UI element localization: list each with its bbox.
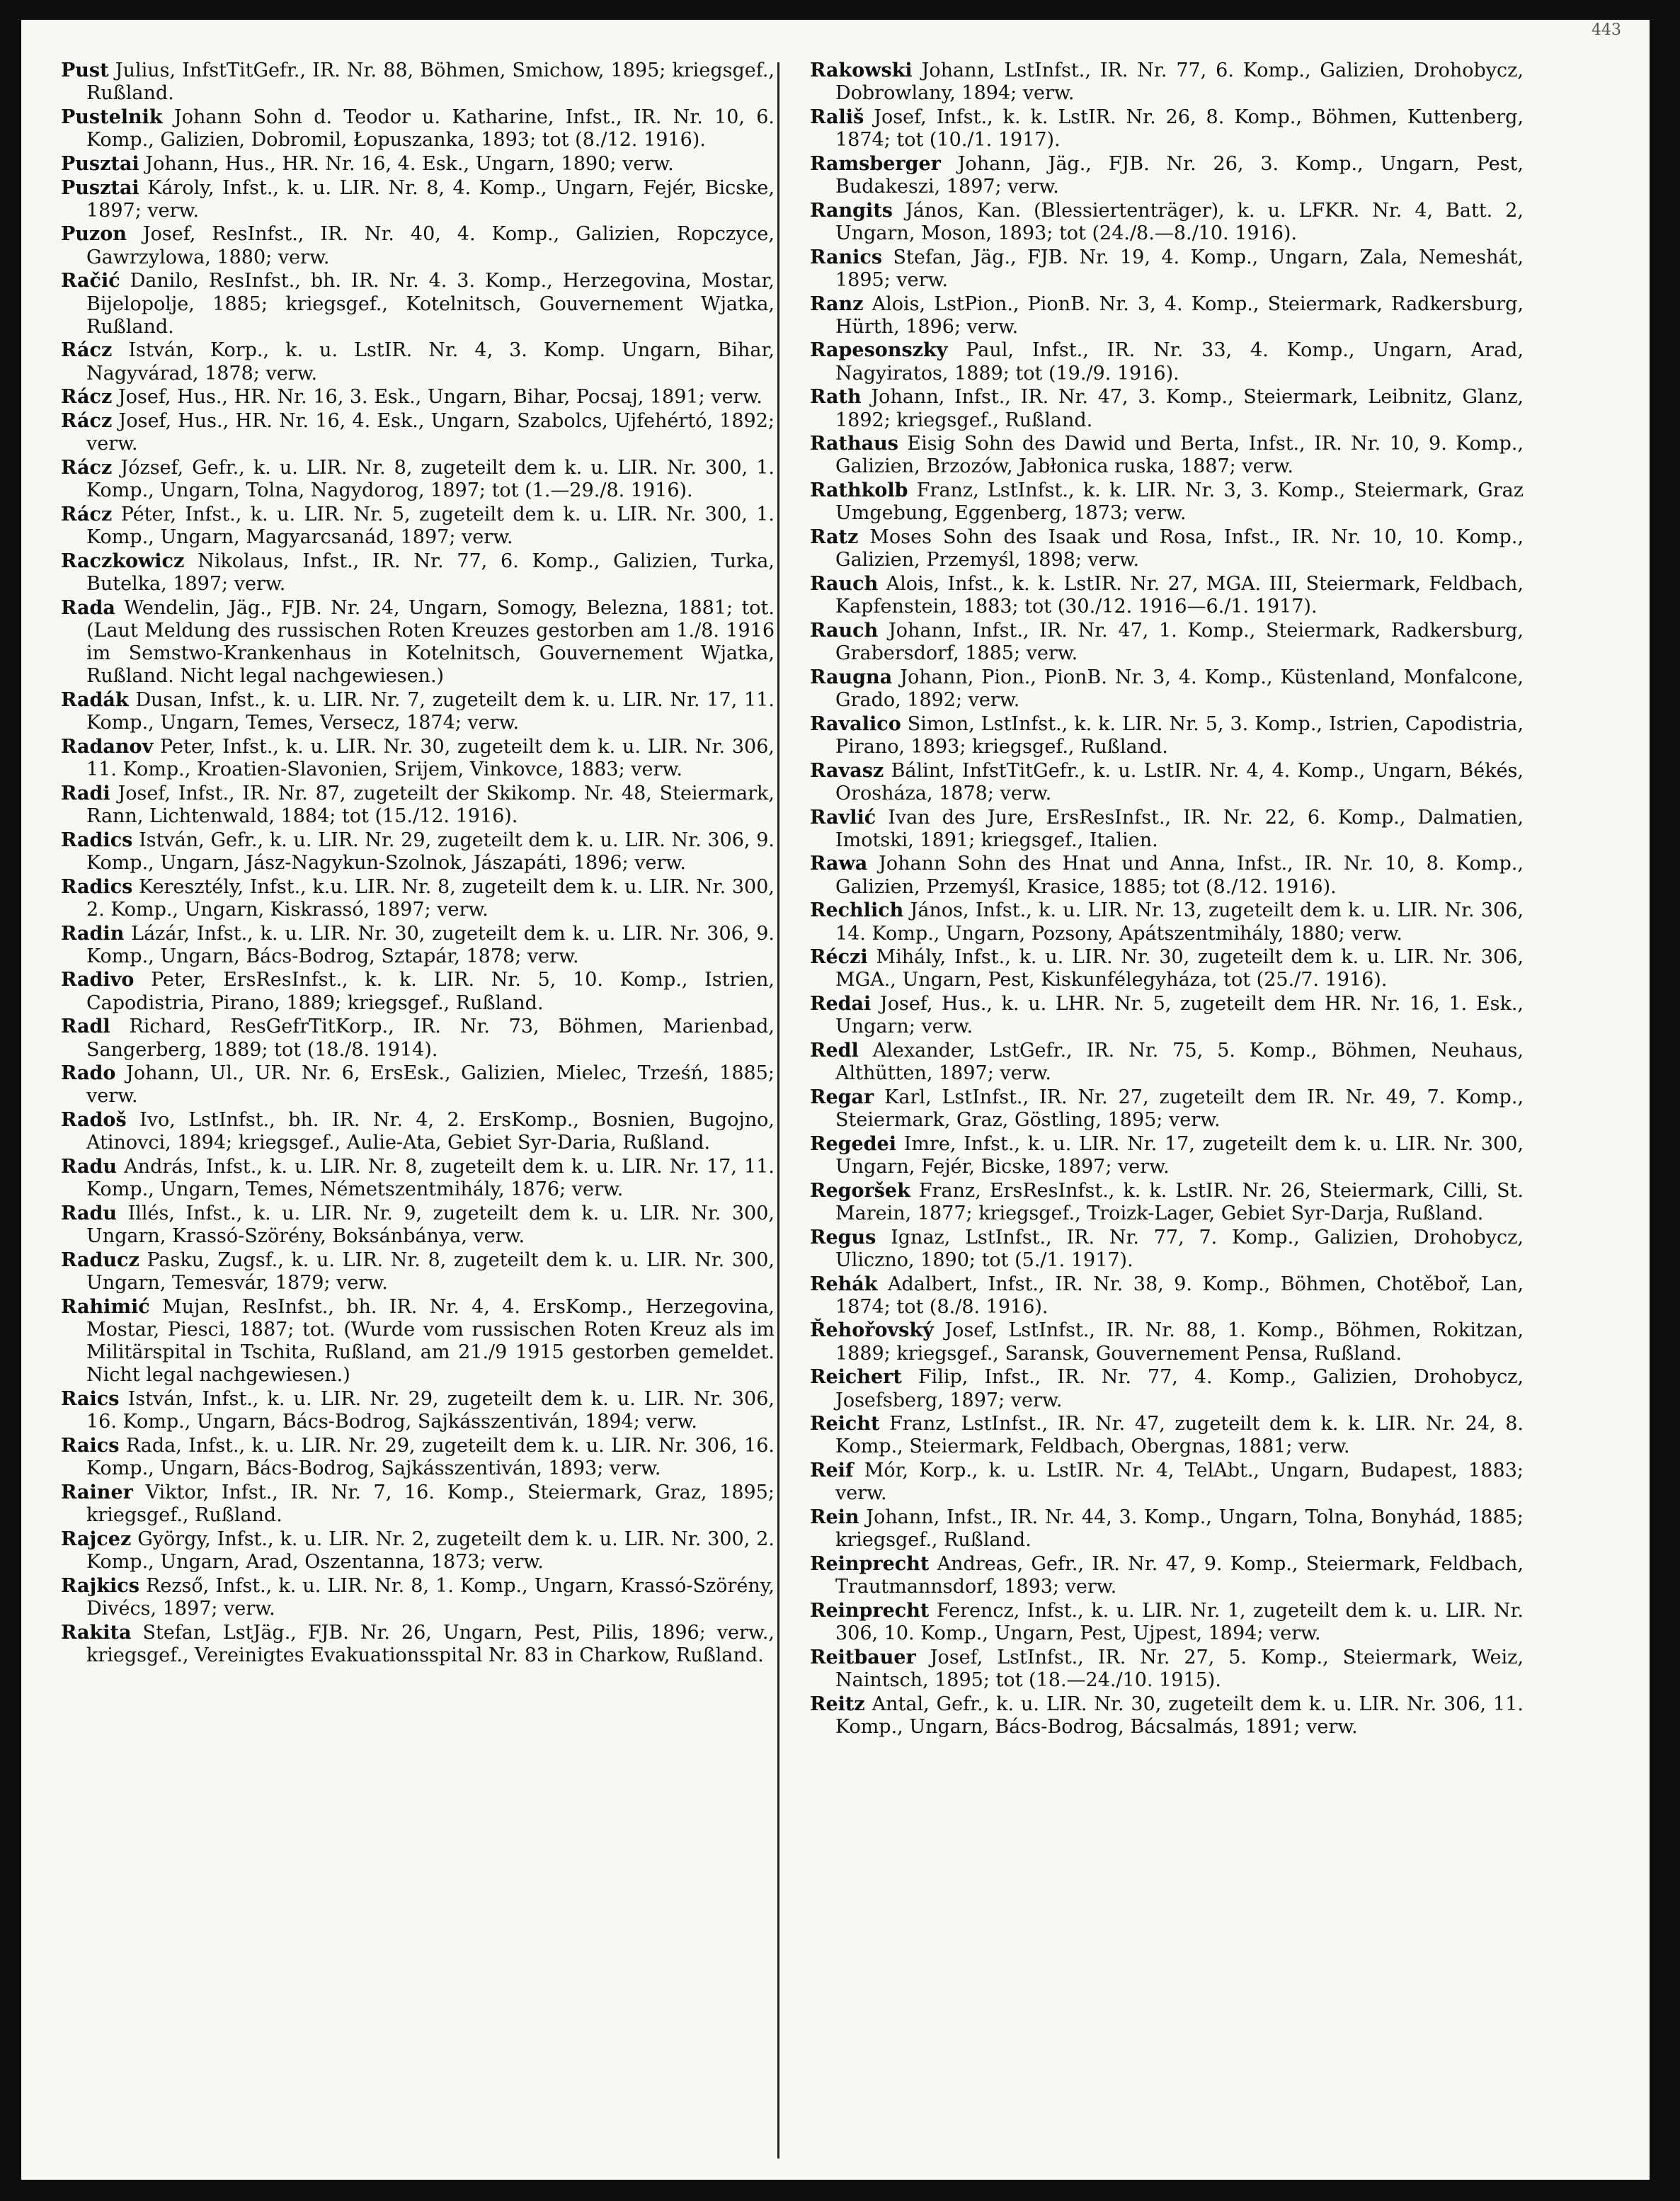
entry-surname: Radák <box>61 688 129 711</box>
entry-surname: Rauch <box>810 619 879 642</box>
page-number: 443 <box>1592 21 1621 39</box>
entry-surname: Pust <box>61 59 109 81</box>
register-entry <box>61 457 775 502</box>
register-entry <box>61 59 775 105</box>
entry-details: Rada, Infst., k. u. LIR. Nr. 29, zugeteilt dem k. u. LIR. Nr. 306, 16. Komp., Ungarn, Bács-Bodrog, Sajkásszentiván, 1893; verw. <box>86 1434 775 1480</box>
entry-surname: Rada <box>61 596 115 619</box>
entry-details: Peter, Infst., k. u. LIR. Nr. 30, zugeteilt dem k. u. LIR. Nr. 306, 11. Komp., Kroatien-Slavonien, Srijem, Vinkovce, 1883; verw. <box>86 735 775 781</box>
entry-details: Keresztély, Infst., k.u. LIR. Nr. 8, zugeteilt dem k. u. LIR. Nr. 300, 2. Komp., Ungarn, Kiskrassó, 1897; verw. <box>86 875 775 921</box>
entry-surname: Rauch <box>810 572 879 595</box>
column-divider <box>777 62 779 2159</box>
entry-surname: Regar <box>810 1086 874 1108</box>
entry-surname: Ranz <box>810 292 864 315</box>
entry-surname: Reichert <box>810 1366 902 1389</box>
entry-details: Josef, LstInfst., IR. Nr. 27, 5. Komp., Steiermark, Weiz, Naintsch, 1895; tot (18.—24./10. 1915). <box>835 1646 1524 1692</box>
register-entry <box>810 386 1524 431</box>
entry-details: Johann, Ul., UR. Nr. 6, ErsEsk., Galizien, Mielec, Trześń, 1885; verw. <box>86 1062 775 1108</box>
entry-details: Josef, ResInfst., IR. Nr. 40, 4. Komp., Galizien, Ropczyce, Gawrzylowa, 1880; verw. <box>86 223 775 268</box>
register-entry <box>810 1506 1524 1552</box>
register-entry <box>810 853 1524 898</box>
register-entry <box>810 479 1524 525</box>
entry-surname: Rangits <box>810 199 893 222</box>
entry-surname: Ravasz <box>810 759 884 782</box>
entry-surname: Rácz <box>61 410 113 433</box>
entry-surname: Ravlić <box>810 806 876 829</box>
entry-details: Franz, ErsResInfst., k. k. LstIR. Nr. 26, Steiermark, Cilli, St. Marein, 1877; kriegsgef., Troizk-Lager, Gebiet Syr-Darja, Rußland. <box>835 1179 1524 1224</box>
entry-surname: Redl <box>810 1040 859 1062</box>
entry-details: Danilo, ResInfst., bh. IR. Nr. 4. 3. Komp., Herzegovina, Mostar, Bijelopolje, 1885; kriegsgef., Kotelnitsch, Gouvernement Wjatka, Rußland. <box>86 270 775 338</box>
entry-surname: Ramsberger <box>810 152 941 175</box>
entry-surname: Rawa <box>810 853 868 875</box>
register-entry <box>61 1156 775 1201</box>
entry-details: István, Korp., k. u. LstIR. Nr. 4, 3. Komp. Ungarn, Bihar, Nagyvárad, 1878; verw. <box>86 339 775 385</box>
entry-details: Johann, Infst., IR. Nr. 44, 3. Komp., Ungarn, Tolna, Bonyhád, 1885; kriegsgef., Rußland. <box>835 1506 1524 1552</box>
register-entry <box>810 1086 1524 1132</box>
entry-details: Paul, Infst., IR. Nr. 33, 4. Komp., Ungarn, Arad, Nagyiratos, 1889; tot (19./9. 1916). <box>835 339 1524 385</box>
register-entry <box>61 1202 775 1248</box>
entry-details: Karl, LstInfst., IR. Nr. 27, zugeteilt dem IR. Nr. 49, 7. Komp., Steiermark, Graz, Göstling, 1895; verw. <box>835 1086 1524 1132</box>
document-page <box>21 20 1650 2180</box>
register-entry <box>810 153 1524 198</box>
register-entry <box>810 573 1524 618</box>
entry-surname: Rajkics <box>61 1574 139 1597</box>
entry-surname: Radics <box>61 829 133 851</box>
entry-details: Illés, Infst., k. u. LIR. Nr. 9, zugeteilt dem k. u. LIR. Nr. 300, Ungarn, Krassó-Szörény, Boksánbánya, verw. <box>86 1202 775 1248</box>
register-entry <box>810 807 1524 852</box>
entry-details: Stefan, LstJäg., FJB. Nr. 26, Ungarn, Pest, Pilis, 1896; verw., kriegsgef., Vereinigtes Evakuationsspital Nr. 83 in Charkow, Rußland. <box>86 1621 775 1666</box>
entry-details: András, Infst., k. u. LIR. Nr. 8, zugeteilt dem k. u. LIR. Nr. 17, 11. Komp., Ungarn, Temes, Németszentmihály, 1876; verw. <box>86 1156 775 1201</box>
entry-details: Johann, Pion., PionB. Nr. 3, 4. Komp., Küstenland, Monfalcone, Grado, 1892; verw. <box>835 666 1524 711</box>
entry-surname: Raics <box>61 1434 120 1457</box>
register-entry <box>810 1366 1524 1411</box>
register-entry <box>810 200 1524 245</box>
register-entry <box>810 620 1524 665</box>
entry-details: Nikolaus, Infst., IR. Nr. 77, 6. Komp., Galizien, Turka, Butelka, 1897; verw. <box>86 550 775 595</box>
entry-surname: Rehák <box>810 1273 878 1295</box>
entry-details: Wendelin, Jäg., FJB. Nr. 24, Ungarn, Somogy, Belezna, 1881; tot. (Laut Meldung des russischen Roten Kreuzes gestorben am 1./8. 1916 im Semstwo-Krankenhaus in Kotelnitsch, Gouvernement Wjatka, Rußland. Nicht legal nachgewiesen.) <box>86 596 775 688</box>
entry-surname: Regus <box>810 1226 876 1249</box>
entry-surname: Rainer <box>61 1481 133 1503</box>
register-entry <box>810 899 1524 945</box>
register-entry <box>61 1575 775 1620</box>
entry-surname: Rácz <box>61 503 113 525</box>
register-entry <box>810 433 1524 478</box>
register-entry <box>61 270 775 339</box>
entry-details: Johann Sohn des Hnat und Anna, Infst., IR. Nr. 10, 8. Komp., Galizien, Przemyśl, Krasice, 1885; tot (8./12. 1916). <box>835 853 1524 898</box>
entry-details: Josef, Hus., k. u. LHR. Nr. 5, zugeteilt dem HR. Nr. 16, 1. Esk., Ungarn; verw. <box>835 993 1524 1038</box>
entry-surname: Rakita <box>61 1621 132 1644</box>
entry-surname: Rahimić <box>61 1295 150 1318</box>
entry-details: Alexander, LstGefr., IR. Nr. 75, 5. Komp., Böhmen, Neuhaus, Althütten, 1897; verw. <box>835 1040 1524 1085</box>
entry-surname: Reicht <box>810 1413 880 1435</box>
register-entry <box>810 293 1524 339</box>
entry-details: Pasku, Zugsf., k. u. LIR. Nr. 8, zugeteilt dem k. u. LIR. Nr. 300, Ungarn, Temesvár, 1879; verw. <box>86 1249 775 1295</box>
register-entry <box>61 1016 775 1061</box>
register-entry <box>61 410 775 455</box>
entry-details: Péter, Infst., k. u. LIR. Nr. 5, zugeteilt dem k. u. LIR. Nr. 300, 1. Komp., Ungarn, Magyarcsanád, 1897; verw. <box>86 503 775 549</box>
entry-details: Mór, Korp., k. u. LstIR. Nr. 4, TelAbt., Ungarn, Budapest, 1883; verw. <box>835 1460 1524 1505</box>
entry-surname: Reif <box>810 1460 854 1482</box>
entry-details: Eisig Sohn des Dawid und Berta, Infst., IR. Nr. 10, 9. Komp., Galizien, Brzozów, Jabłonica ruska, 1887; verw. <box>835 433 1524 478</box>
entry-surname: Račić <box>61 270 120 292</box>
entry-details: Antal, Gefr., k. u. LIR. Nr. 30, zugeteilt dem k. u. LIR. Nr. 306, 11. Komp., Ungarn, Bács-Bodrog, Bácsalmás, 1891; verw. <box>835 1693 1524 1738</box>
entry-surname: Rajcez <box>61 1528 132 1550</box>
register-entry <box>810 246 1524 292</box>
entry-details: Peter, ErsResInfst., k. k. LIR. Nr. 5, 10. Komp., Istrien, Capodistria, Pirano, 1889; kriegsgef., Rußland. <box>86 969 775 1014</box>
register-entry <box>61 1622 775 1667</box>
entry-details: Ivo, LstInfst., bh. IR. Nr. 4, 2. ErsKomp., Bosnien, Bugojno, Atinovci, 1894; kriegsgef., Aulie-Ata, Gebiet Syr-Daria, Rußland. <box>86 1109 775 1154</box>
entry-surname: Puzon <box>61 223 127 246</box>
entry-surname: Rácz <box>61 339 113 362</box>
register-entry <box>61 153 775 176</box>
register-entry <box>61 106 775 152</box>
entry-details: Lázár, Infst., k. u. LIR. Nr. 30, zugeteilt dem k. u. LIR. Nr. 306, 9. Komp., Ungarn, Bács-Bodrog, Sztapár, 1878; verw. <box>86 922 775 967</box>
register-entry <box>61 177 775 222</box>
entry-details: Josef, Infst., IR. Nr. 87, zugeteilt der Skikomp. Nr. 48, Steiermark, Rann, Lichtenwald, 1884; tot (15./12. 1916). <box>86 782 775 827</box>
entry-details: János, Infst., k. u. LIR. Nr. 13, zugeteilt dem k. u. LIR. Nr. 306, 14. Komp., Ungarn, Pozsony, Apátszentmihály, 1880; verw. <box>835 899 1524 945</box>
register-entry <box>810 1600 1524 1645</box>
register-entry <box>61 597 775 688</box>
entry-surname: Radanov <box>61 735 154 758</box>
entry-surname: Ravalico <box>810 712 901 735</box>
left-column <box>61 59 775 1668</box>
entry-surname: Raducz <box>61 1249 139 1271</box>
entry-surname: Réczi <box>810 946 868 969</box>
register-entry <box>810 526 1524 571</box>
register-entry <box>810 1553 1524 1598</box>
register-entry <box>810 1460 1524 1505</box>
entry-details: György, Infst., k. u. LIR. Nr. 2, zugeteilt dem k. u. LIR. Nr. 300, 2. Komp., Ungarn, Arad, Oszentanna, 1873; verw. <box>86 1528 775 1573</box>
entry-details: Filip, Infst., IR. Nr. 77, 4. Komp., Galizien, Drohobycz, Josefsberg, 1897; verw. <box>835 1366 1524 1411</box>
entry-details: Simon, LstInfst., k. k. LIR. Nr. 5, 3. Komp., Istrien, Capodistria, Pirano, 1893; kriegsgef., Rußland. <box>835 712 1524 758</box>
entry-surname: Regoršek <box>810 1179 910 1202</box>
register-entry <box>61 1062 775 1108</box>
entry-details: Franz, LstInfst., IR. Nr. 47, zugeteilt dem k. k. LIR. Nr. 24, 8. Komp., Steiermark, Feldbach, Obergnas, 1881; verw. <box>835 1413 1524 1458</box>
register-entry <box>61 386 775 409</box>
entry-surname: Radics <box>61 875 133 898</box>
entry-details: Josef, Hus., HR. Nr. 16, 4. Esk., Ungarn, Szabolcs, Ujfehértó, 1892; verw. <box>86 410 775 455</box>
entry-details: Johann, Infst., IR. Nr. 47, 3. Komp., Steiermark, Leibnitz, Glanz, 1892; kriegsgef., Rußland. <box>835 386 1524 431</box>
entry-surname: Raczkowicz <box>61 550 185 572</box>
register-entry <box>61 1528 775 1574</box>
entry-details: Alois, LstPion., PionB. Nr. 3, 4. Komp., Steiermark, Radkersburg, Hürth, 1896; verw. <box>835 292 1524 338</box>
entry-details: Bálint, InfstTitGefr., k. u. LstIR. Nr. 4, 4. Komp., Ungarn, Békés, Orosháza, 1878; verw. <box>835 759 1524 804</box>
entry-surname: Radivo <box>61 969 135 991</box>
register-entry <box>61 550 775 596</box>
entry-surname: Redai <box>810 993 872 1016</box>
register-entry <box>810 1273 1524 1319</box>
register-entry <box>810 1133 1524 1178</box>
entry-surname: Radu <box>61 1156 118 1178</box>
entry-details: Johann Sohn d. Teodor u. Katharine, Infst., IR. Nr. 10, 6. Komp., Galizien, Dobromil, Łopuszanka, 1893; tot (8./12. 1916). <box>86 106 775 152</box>
entry-surname: Rado <box>61 1062 116 1085</box>
entry-surname: Reinprecht <box>810 1553 930 1575</box>
entry-surname: Rácz <box>61 386 113 409</box>
register-entry <box>61 504 775 549</box>
entry-details: Mihály, Infst., k. u. LIR. Nr. 30, zugeteilt dem k. u. LIR. Nr. 306, MGA., Ungarn, Pest, Kiskunfélegyháza, tot (25./7. 1916). <box>835 946 1524 991</box>
register-entry <box>810 1040 1524 1085</box>
register-entry <box>810 993 1524 1038</box>
entry-details: Moses Sohn des Isaak und Rosa, Infst., IR. Nr. 10, 10. Komp., Galizien, Przemyśl, 1898; verw. <box>835 526 1524 571</box>
entry-details: József, Gefr., k. u. LIR. Nr. 8, zugeteilt dem k. u. LIR. Nr. 300, 1. Komp., Ungarn, Tolna, Nagydorog, 1897; tot (1.—29./8. 1916). <box>86 456 775 502</box>
entry-surname: Rathaus <box>810 433 898 455</box>
entry-details: Julius, InfstTitGefr., IR. Nr. 88, Böhmen, Smichow, 1895; kriegsgef., Rußland. <box>86 59 775 105</box>
entry-details: Alois, Infst., k. k. LstIR. Nr. 27, MGA. III, Steiermark, Feldbach, Kapfenstein, 1883; tot (30./12. 1916—6./1. 1917). <box>835 572 1524 618</box>
entry-details: Johann, Hus., HR. Nr. 16, 4. Esk., Ungarn, 1890; verw. <box>145 152 674 175</box>
entry-surname: Pusztai <box>61 176 139 199</box>
entry-details: Imre, Infst., k. u. LIR. Nr. 17, zugeteilt dem k. u. LIR. Nr. 300, Ungarn, Fejér, Bicske, 1897; verw. <box>835 1132 1524 1178</box>
register-entry <box>61 876 775 921</box>
entry-surname: Rališ <box>810 106 864 128</box>
entry-details: Stefan, Jäg., FJB. Nr. 19, 4. Komp., Ungarn, Zala, Nemeshát, 1895; verw. <box>835 246 1524 291</box>
entry-details: Adalbert, Infst., IR. Nr. 38, 9. Komp., Böhmen, Chotěboř, Lan, 1874; tot (8./8. 1916). <box>835 1273 1524 1318</box>
entry-details: Ignaz, LstInfst., IR. Nr. 77, 7. Komp., Galizien, Drohobycz, Uliczno, 1890; tot (5./1. 1917). <box>835 1226 1524 1271</box>
entry-surname: Radl <box>61 1016 110 1038</box>
entry-surname: Reitbauer <box>810 1646 916 1668</box>
entry-details: Andreas, Gefr., IR. Nr. 47, 9. Komp., Steiermark, Feldbach, Trautmannsdorf, 1893; verw. <box>835 1553 1524 1598</box>
entry-details: Josef, Hus., HR. Nr. 16, 3. Esk., Ungarn, Bihar, Pocsaj, 1891; verw. <box>118 386 762 409</box>
entry-surname: Rath <box>810 386 862 409</box>
register-entry <box>810 59 1524 105</box>
register-entry <box>61 1435 775 1480</box>
entry-surname: Radoš <box>61 1109 127 1132</box>
entry-details: Johann, Jäg., FJB. Nr. 26, 3. Komp., Ungarn, Pest, Budakeszi, 1897; verw. <box>835 152 1524 198</box>
register-entry <box>810 1693 1524 1739</box>
entry-details: Ivan des Jure, ErsResInfst., IR. Nr. 22, 6. Komp., Dalmatien, Imotski, 1891; kriegsgef., Italien. <box>835 806 1524 851</box>
register-entry <box>810 946 1524 991</box>
register-entry <box>61 1388 775 1433</box>
entry-surname: Pustelnik <box>61 106 163 128</box>
register-entry <box>810 1227 1524 1272</box>
entry-details: Richard, ResGefrTitKorp., IR. Nr. 73, Böhmen, Marienbad, Sangerberg, 1889; tot (18./8. 1914). <box>86 1016 775 1061</box>
entry-details: Viktor, Infst., IR. Nr. 7, 16. Komp., Steiermark, Graz, 1895; kriegsgef., Rußland. <box>86 1481 775 1527</box>
entry-surname: Rácz <box>61 456 113 479</box>
register-entry <box>810 713 1524 758</box>
entry-surname: Rakowski <box>810 59 913 81</box>
entry-details: Johann, Infst., IR. Nr. 47, 1. Komp., Steiermark, Radkersburg, Grabersdorf, 1885; verw. <box>835 619 1524 665</box>
entry-surname: Reitz <box>810 1693 865 1715</box>
entry-surname: Radu <box>61 1202 118 1224</box>
entry-details: István, Gefr., k. u. LIR. Nr. 29, zugeteilt dem k. u. LIR. Nr. 306, 9. Komp., Ungarn, Jász-Nagykun-Szolnok, Jászapáti, 1896; verw. <box>86 829 775 874</box>
register-entry <box>810 106 1524 152</box>
entry-surname: Rechlich <box>810 899 904 922</box>
entry-surname: Pusztai <box>61 152 139 175</box>
register-entry <box>61 829 775 875</box>
register-entry <box>810 1647 1524 1692</box>
entry-details: Franz, LstInfst., k. k. LIR. Nr. 3, 3. Komp., Steiermark, Graz Umgebung, Eggenberg, 1873; verw. <box>835 479 1524 525</box>
entry-surname: Regedei <box>810 1132 896 1155</box>
entry-surname: Ratz <box>810 526 859 549</box>
entry-details: Josef, Infst., k. k. LstIR. Nr. 26, 8. Komp., Böhmen, Kuttenberg, 1874; tot (10./1. 1917). <box>835 106 1524 152</box>
register-entry <box>810 1413 1524 1458</box>
register-entry <box>61 689 775 734</box>
entry-details: Rezső, Infst., k. u. LIR. Nr. 8, 1. Komp., Ungarn, Krassó-Szörény, Divécs, 1897; verw. <box>86 1574 775 1620</box>
entry-details: János, Kan. (Blessiertenträger), k. u. LFKR. Nr. 4, Batt. 2, Ungarn, Moson, 1893; tot (24./8.—8./10. 1916). <box>835 199 1524 244</box>
entry-details: Josef, LstInfst., IR. Nr. 88, 1. Komp., Böhmen, Rokitzan, 1889; kriegsgef., Saransk, Gouvernement Pensa, Rußland. <box>835 1319 1524 1365</box>
register-entry <box>61 223 775 268</box>
entry-surname: Raics <box>61 1388 120 1411</box>
register-entry <box>810 666 1524 712</box>
entry-details: Dusan, Infst., k. u. LIR. Nr. 7, zugeteilt dem k. u. LIR. Nr. 17, 11. Komp., Ungarn, Temes, Versecz, 1874; verw. <box>86 688 775 734</box>
entry-details: Ferencz, Infst., k. u. LIR. Nr. 1, zugeteilt dem k. u. LIR. Nr. 306, 10. Komp., Ungarn, Pest, Ujpest, 1894; verw. <box>835 1599 1524 1645</box>
register-entry <box>61 339 775 385</box>
register-entry <box>810 760 1524 805</box>
register-entry <box>61 1296 775 1387</box>
right-column <box>810 59 1524 1740</box>
register-entry <box>61 736 775 781</box>
register-entry <box>61 1109 775 1154</box>
entry-surname: Raugna <box>810 666 893 688</box>
register-entry <box>61 1249 775 1295</box>
register-entry <box>810 1180 1524 1225</box>
entry-details: Johann, LstInfst., IR. Nr. 77, 6. Komp., Galizien, Drohobycz, Dobrowlany, 1894; verw. <box>835 59 1524 105</box>
register-entry <box>810 339 1524 385</box>
entry-surname: Reinprecht <box>810 1599 930 1622</box>
entry-surname: Rein <box>810 1506 859 1529</box>
register-entry <box>61 783 775 828</box>
entry-surname: Ranics <box>810 246 883 268</box>
entry-details: Mujan, ResInfst., bh. IR. Nr. 4, 4. ErsKomp., Herzegovina, Mostar, Piesci, 1887; tot. (Wurde vom russischen Roten Kreuz als im Militärspital in Tschita, Rußland, am 21./9 1915 gestorben gemeldet. Nicht legal nachgewiesen.) <box>86 1295 775 1387</box>
entry-surname: Rapesonszky <box>810 339 948 362</box>
entry-details: Károly, Infst., k. u. LIR. Nr. 8, 4. Komp., Ungarn, Fejér, Bicske, 1897; verw. <box>86 176 775 222</box>
register-entry <box>61 1481 775 1527</box>
entry-surname: Radi <box>61 782 110 804</box>
entry-surname: Řehořovský <box>810 1319 934 1342</box>
register-entry <box>810 1319 1524 1365</box>
register-entry <box>61 923 775 968</box>
entry-surname: Radin <box>61 922 125 945</box>
entry-surname: Rathkolb <box>810 479 908 502</box>
register-entry <box>61 969 775 1014</box>
entry-details: István, Infst., k. u. LIR. Nr. 29, zugeteilt dem k. u. LIR. Nr. 306, 16. Komp., Ungarn, Bács-Bodrog, Sajkásszentiván, 1894; verw. <box>86 1388 775 1433</box>
